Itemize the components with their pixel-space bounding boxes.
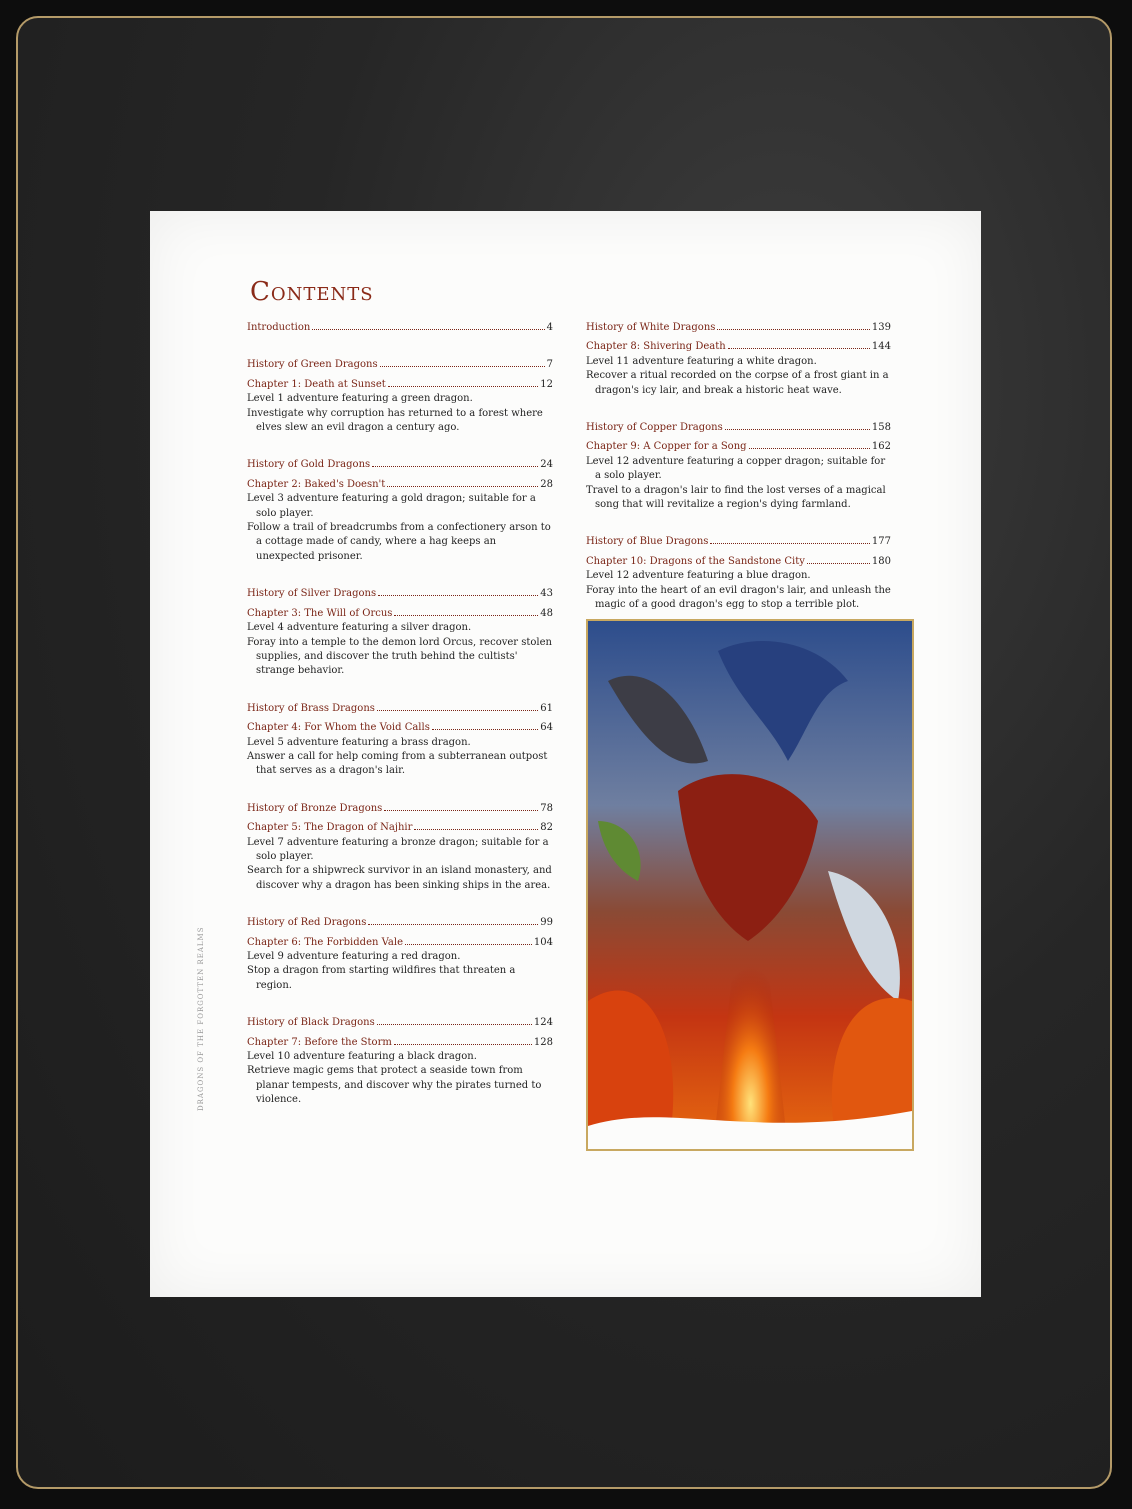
toc-chapter-entry[interactable]: [586, 340, 891, 354]
toc-entry-label: History of Bronze Dragons: [247, 802, 383, 814]
dot-leader: [807, 563, 870, 564]
toc-history-entry[interactable]: [247, 702, 553, 716]
toc-entry-label: Chapter 10: Dragons of the Sandstone City: [586, 555, 805, 567]
toc-section: [247, 587, 553, 678]
chapter-description: Level 11 adventure featuring a white dragon.: [586, 355, 817, 367]
chapter-description: Level 10 adventure featuring a black dragon.: [247, 1051, 477, 1063]
chapter-description: Level 1 adventure featuring a green dragon.: [247, 393, 473, 405]
chapter-description: Level 7 adventure featuring a bronze dragon; suitable for a solo player.: [247, 836, 549, 862]
dot-leader: [377, 710, 538, 711]
chapter-description: Stop a dragon from starting wildfires that threaten a region.: [247, 965, 516, 991]
toc-page-number: 99: [540, 917, 553, 929]
chapter-description: Foray into the heart of an evil dragon's lair, and unleash the magic of a good dragon's egg to stop a terrible plot.: [586, 584, 891, 611]
toc-history-entry[interactable]: [247, 458, 553, 472]
toc-history-entry[interactable]: [247, 587, 553, 601]
chapter-description: Level 5 adventure featuring a brass dragon.: [247, 736, 471, 748]
toc-section: [586, 535, 891, 612]
toc-entry-label: Chapter 4: For Whom the Void Calls: [247, 722, 430, 734]
chapter-description: Investigate why corruption has returned to a forest where elves slew an evil dragon a century ago.: [247, 407, 543, 434]
toc-section: [247, 458, 553, 564]
toc-entry-label: Introduction: [247, 322, 311, 333]
running-footer: DRAGONS OF THE FORGOTTEN REALMS: [197, 926, 205, 1111]
toc-chapter-entry[interactable]: [586, 440, 891, 454]
toc-chapter-entry[interactable]: [586, 555, 891, 569]
toc-chapter-entry[interactable]: [247, 721, 553, 735]
toc-section: [247, 1016, 553, 1107]
toc-entry-label: Chapter 9: A Copper for a Song: [586, 441, 747, 453]
toc-entry-label: Chapter 2: Baked's Doesn't: [247, 478, 386, 490]
chapter-description: Level 12 adventure featuring a copper dragon; suitable for a solo player.: [586, 455, 886, 482]
toc-entry-label: History of Gold Dragons: [247, 459, 371, 471]
toc-chapter-entry[interactable]: [247, 821, 553, 835]
toc-section: [247, 916, 553, 993]
page-title: Contents: [250, 277, 374, 307]
toc-entry-label: Chapter 3: The Will of Orcus: [247, 607, 393, 619]
chapter-description: Foray into a temple to the demon lord Orcus, recover stolen supplies, and discover the truth behind the cultists' strange behavior.: [247, 636, 552, 677]
toc-page-number: 7: [546, 359, 553, 371]
toc-page-number: 128: [533, 1036, 553, 1048]
chapter-description: Travel to a dragon's lair to find the lost verses of a magical song that will revitalize a region's dying farmland.: [586, 484, 886, 511]
toc-entry-label: Chapter 8: Shivering Death: [586, 341, 726, 353]
toc-left-column: [247, 321, 553, 1131]
chapter-description: Level 12 adventure featuring a blue dragon.: [586, 570, 811, 582]
toc-page-number: 64: [540, 722, 553, 734]
toc-entry-label: History of Brass Dragons: [247, 702, 375, 714]
toc-chapter-entry[interactable]: [247, 1036, 553, 1050]
dragons-illustration: [586, 619, 914, 1151]
toc-entry-label: History of Copper Dragons: [586, 422, 723, 434]
toc-page-number: 124: [533, 1017, 553, 1029]
book-page: [150, 211, 981, 1297]
dot-leader: [414, 829, 538, 830]
toc-page-number: 43: [540, 588, 553, 600]
toc-section: [247, 802, 553, 893]
toc-page-number: 4: [546, 322, 553, 333]
dot-leader: [384, 810, 538, 811]
dot-leader: [728, 348, 870, 349]
dot-leader: [387, 486, 538, 487]
dot-leader: [710, 543, 869, 544]
toc-entry-label: Chapter 6: The Forbidden Vale: [247, 936, 403, 948]
dragons-illustration-art: [588, 621, 912, 1149]
toc-page-number: 162: [871, 441, 891, 453]
toc-entry-label: Chapter 1: Death at Sunset: [247, 378, 386, 390]
toc-history-entry[interactable]: [247, 1016, 553, 1030]
toc-page-number: 180: [871, 555, 891, 567]
toc-page-number: 158: [871, 422, 891, 434]
dot-leader: [378, 595, 538, 596]
toc-page-number: 82: [540, 822, 553, 834]
toc-entry-label: Chapter 7: Before the Storm: [247, 1036, 392, 1048]
chapter-description: Answer a call for help coming from a subterranean outpost that serves as a dragon's lair.: [247, 750, 548, 777]
toc-history-entry[interactable]: [247, 916, 553, 930]
toc-page-number: 104: [533, 936, 553, 948]
chapter-description: Level 9 adventure featuring a red dragon.: [247, 951, 461, 962]
dot-leader: [394, 1044, 532, 1045]
toc-page-number: 12: [540, 378, 553, 390]
dot-leader: [725, 429, 870, 430]
dot-leader: [394, 615, 538, 616]
dot-leader: [380, 366, 545, 367]
dot-leader: [377, 1024, 532, 1025]
dot-leader: [717, 329, 870, 330]
toc-entry-label: History of Silver Dragons: [247, 588, 377, 600]
toc-section: [247, 321, 553, 335]
toc-page-number: 24: [540, 459, 553, 471]
toc-entry-label: Chapter 5: The Dragon of Najhir: [247, 822, 413, 834]
toc-page-number: 61: [540, 702, 553, 714]
toc-right-column: [586, 321, 891, 636]
toc-entry-label: History of Green Dragons: [247, 359, 378, 371]
toc-history-entry[interactable]: [247, 358, 553, 372]
dot-leader: [312, 329, 544, 330]
toc-history-entry[interactable]: [247, 802, 553, 816]
toc-history-entry[interactable]: [247, 321, 553, 335]
dot-leader: [405, 944, 532, 945]
toc-section: [247, 358, 553, 435]
toc-chapter-entry[interactable]: [247, 936, 553, 950]
toc-entry-label: History of Red Dragons: [247, 917, 367, 929]
toc-history-entry[interactable]: [586, 321, 891, 335]
chapter-description: Retrieve magic gems that protect a seaside town from planar tempests, and discover why the pirates turned to violence.: [247, 1065, 542, 1106]
toc-history-entry[interactable]: [586, 421, 891, 435]
chapter-description: Search for a shipwreck survivor in an island monastery, and discover why a dragon has been sinking ships in the area.: [247, 865, 552, 891]
toc-page-number: 48: [540, 607, 553, 619]
toc-entry-label: History of Black Dragons: [247, 1017, 375, 1029]
toc-page-number: 177: [871, 536, 891, 548]
toc-page-number: 28: [540, 478, 553, 490]
dot-leader: [749, 448, 870, 449]
toc-page-number: 139: [871, 322, 891, 333]
dot-leader: [368, 924, 538, 925]
toc-chapter-entry[interactable]: [247, 378, 553, 392]
dot-leader: [388, 386, 539, 387]
toc-section: [586, 321, 891, 398]
toc-section: [247, 702, 553, 779]
toc-page-number: 78: [540, 802, 553, 814]
toc-entry-label: History of White Dragons: [586, 322, 716, 333]
toc-chapter-entry[interactable]: [247, 478, 553, 492]
chapter-description: Level 4 adventure featuring a silver dragon.: [247, 622, 472, 634]
toc-page-number: 144: [871, 341, 891, 353]
toc-entry-label: History of Blue Dragons: [586, 536, 709, 548]
dot-leader: [372, 466, 538, 467]
chapter-description: Recover a ritual recorded on the corpse of a frost giant in a dragon's icy lair, and break a historic heat wave.: [586, 370, 889, 396]
toc-section: [586, 421, 891, 512]
dot-leader: [432, 729, 538, 730]
toc-history-entry[interactable]: [586, 535, 891, 549]
toc-chapter-entry[interactable]: [247, 607, 553, 621]
chapter-description: Follow a trail of breadcrumbs from a confectionery arson to a cottage made of candy, where a hag keeps an unexpected prisoner.: [247, 522, 551, 562]
chapter-description: Level 3 adventure featuring a gold dragon; suitable for a solo player.: [247, 493, 536, 519]
